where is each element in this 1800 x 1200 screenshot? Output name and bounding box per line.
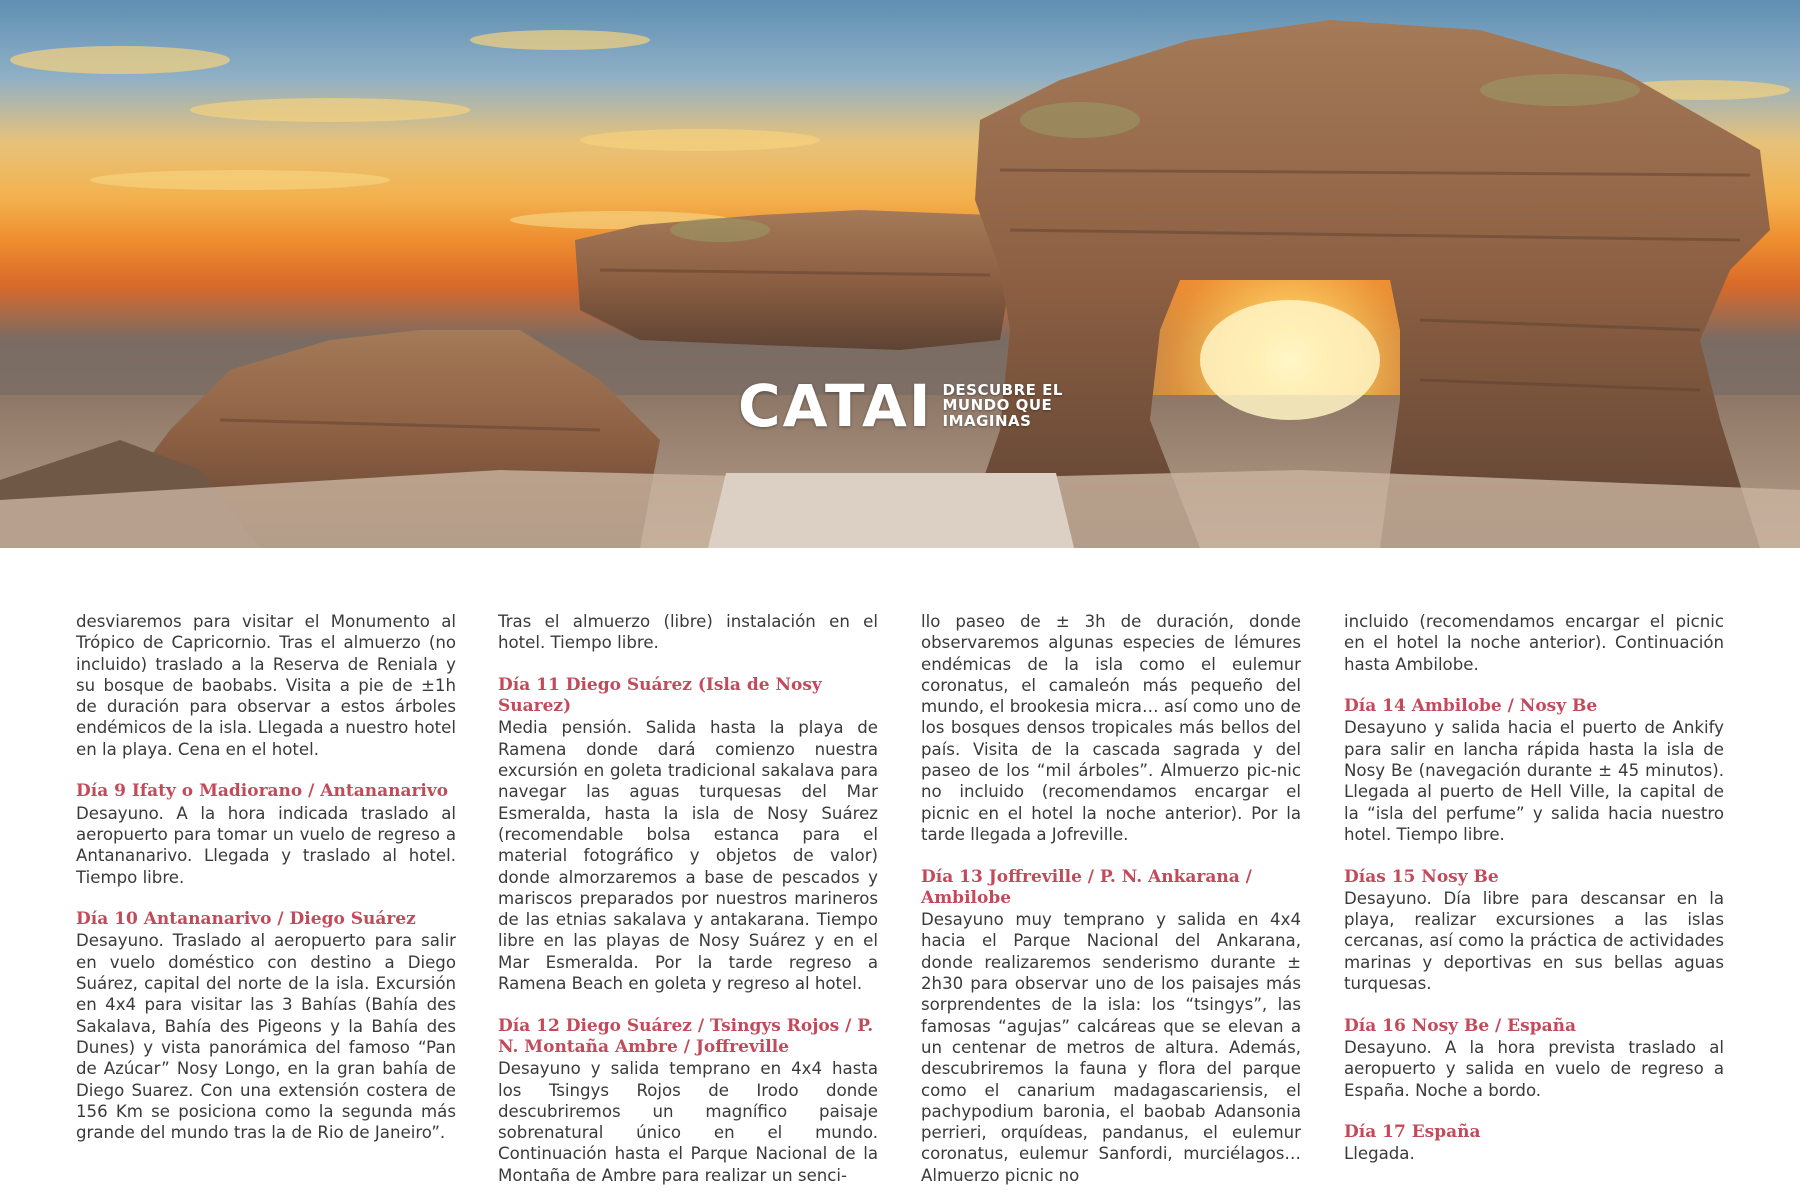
brand-tagline (942, 380, 1063, 430)
header-tab-shape (708, 473, 1074, 548)
paragraph: Desayuno muy temprano y salida en 4x4 hacia el Parque Nacional del Ankarana, donde realizaremos senderismo durante ± 2h30 para observar uno de los paisajes más sorprendentes de la isla: los “tsingys”, las famosas “agujas” calcáreas que se elevan a un centenar de metros de altura. Además, descubriremos la fauna y flora del parque como el canarium madagascariensis, el pachypodium baronia, el baobab Adansonia perrieri, orquídeas, pandanus, el eulemur coronatus, eulemur Sanfordi, murciélagos… Almuerzo picnic no (921, 910, 1301, 1185)
paragraph: desviaremos para visitar el Monumento al Trópico de Capricornio. Tras el almuerzo (no incluido) traslado a la Reserva de Reniala y su bosque de baobabs. Visita a pie de ±1h de duración para observar a estos árboles endémicos de la isla. Llegada a nuestro hotel en la playa. Cena en el hotel. (76, 612, 456, 759)
text-column-4 (1344, 611, 1724, 1165)
day-heading: Día 12 Diego Suárez / Tsingys Rojos / P. N. Montaña Ambre / Joffreville (498, 1015, 874, 1057)
text-column-2 (498, 611, 878, 1186)
rock-arch-sunset-image (0, 0, 1800, 548)
paragraph: Desayuno. Traslado al aeropuerto para salir en vuelo doméstico con destino a Diego Suárez, capital del norte de la isla. Excursión en 4x4 para visitar las 3 Bahías (Bahía des Sakalava, Bahía des Pigeons y la Bahía des Dunes) y vista panorámica del famoso “Pan de Azúcar” Nosy Longo, en la gran bahía de Diego Suarez. Con una extensión costera de 156 Km se posiciona como la segunda más grande del mundo tras la de Rio de Janeiro”. (76, 931, 456, 1143)
tagline-line-1: DESCUBRE EL (942, 380, 1063, 399)
day-heading: Día 14 Ambilobe / Nosy Be (1344, 696, 1598, 717)
tagline-line-3: IMAGINAS (942, 411, 1032, 430)
paragraph: Llegada. (1344, 1144, 1415, 1164)
paragraph: Desayuno y salida hacia el puerto de Ankify para salir en lancha rápida hasta la isla de Nosy Be (navegación durante ± 45 minutos). Llegada al puerto de Hell Ville, la capital de la “isla del perfume” y salida hacia nuestro hotel. Tiempo libre. (1344, 718, 1724, 844)
tagline-line-2: MUNDO QUE (942, 396, 1053, 415)
paragraph: Tras el almuerzo (libre) instalación en el hotel. Tiempo libre. (498, 612, 878, 653)
day-heading: Día 17 España (1344, 1122, 1481, 1143)
paragraph: Desayuno y salida temprano en 4x4 hasta los Tsingys Rojos de Irodo donde descubriremos un magnífico paisaje sobrenatural único en el mundo. Continuación hasta el Parque Nacional de la Montaña de Ambre para realizar un senci- (498, 1059, 878, 1185)
text-column-1 (76, 611, 456, 1143)
brand-name: CATAI (738, 372, 933, 440)
day-heading: Día 16 Nosy Be / España (1344, 1015, 1576, 1036)
day-heading: Día 13 Joffreville / P. N. Ankarana / Ambilobe (921, 866, 1252, 908)
paragraph: llo paseo de ± 3h de duración, donde observaremos algunas especies de lémures endémicas de la isla como el eulemur coronatus, el camaleón más pequeño del mundo, el brookesia micra… así como uno de los bosques densos tropicales más bellos del país. Visita de la cascada sagrada y del paseo de los “mil árboles”. Almuerzo pic-nic no incluido (recomendamos encargar el picnic en el hotel la noche anterior). Por la tarde llegada a Jofreville. (921, 612, 1301, 844)
day-heading: Día 9 Ifaty o Madiorano / Antananarivo (76, 781, 449, 802)
day-heading: Días 15 Nosy Be (1344, 866, 1499, 887)
catai-logo (738, 372, 1063, 440)
hero-photo (0, 0, 1800, 548)
text-column-3 (921, 611, 1301, 1186)
paragraph: Desayuno. Día libre para descansar en la playa, realizar excursiones a las islas cercanas, así como la práctica de actividades marinas y deportivas en sus bellas aguas turquesas. (1344, 888, 1724, 994)
paragraph: Desayuno. A la hora indicada traslado al aeropuerto para tomar un vuelo de regreso a Antananarivo. Llegada y traslado al hotel. Tiempo libre. (76, 803, 456, 887)
paragraph: Desayuno. A la hora prevista traslado al aeropuerto y salida en vuelo de regreso a España. Noche a bordo. (1344, 1037, 1724, 1100)
day-heading: Día 10 Antananarivo / Diego Suárez (76, 909, 416, 930)
day-heading: Día 11 Diego Suárez (Isla de Nosy Suarez) (498, 674, 822, 717)
paragraph: Media pensión. Salida hasta la playa de Ramena donde dará comienzo nuestra excursión en goleta tradicional sakalava para navegar las aguas turquesas del Mar Esmeralda, hasta la isla de Nosy Suárez (recomendable bolsa estanca para el material fotográfico y objetos de valor) donde almorzaremos a base de pescados y mariscos preparados por nuestros marineros de las etnias sakalava y antakarana. Tiempo libre en las playas de Nosy Suárez y en el Mar Esmeralda. Por la tarde regreso a Ramena Beach en goleta y regreso al hotel. (498, 718, 878, 994)
paragraph: incluido (recomendamos encargar el picnic en el hotel la noche anterior). Continuación hasta Ambilobe. (1344, 612, 1724, 674)
